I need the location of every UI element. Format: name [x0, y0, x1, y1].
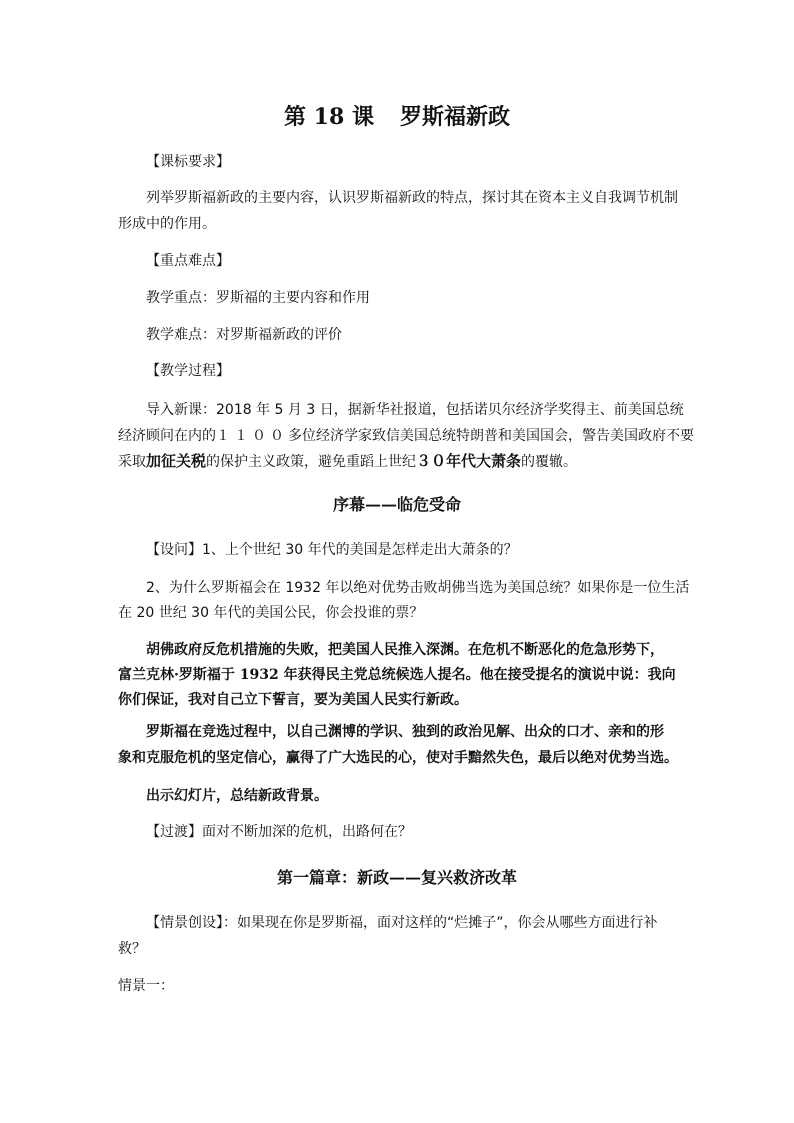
lesson-number: 第 18 课	[284, 104, 374, 130]
question-2-line1: 2、为什么罗斯福会在 1932 年以绝对优势击败胡佛当选为美国总统？如果你是一位生活	[146, 580, 690, 596]
intro-text: 采取	[118, 454, 146, 470]
question-2-line2: 在 20 世纪 30 年代的美国公民，你会投谁的票？	[118, 605, 424, 621]
scenario-line1: 【情景创设】：如果现在你是罗斯福，面对这样的“烂摊子”，你会从哪些方面进行补	[146, 915, 658, 931]
section-heading-prologue: 序幕——临危受命	[332, 495, 461, 514]
section-heading-chapter1: 第一篇章：新政——复兴救济改革	[276, 868, 517, 887]
intro-text: 的覆辙。	[521, 454, 578, 470]
paragraph-hoover-line1: 胡佛政府反危机措施的失败，把美国人民推入深渊。在危机不断恶化的危急形势下，	[146, 642, 664, 658]
teaching-difficulty: 教学难点：对罗斯福新政的评价	[146, 327, 342, 343]
intro-line2	[118, 426, 694, 446]
paragraph-hoover-line3: 你们保证，我对自己立下誓言，要为美国人民实行新政。	[118, 692, 468, 708]
intro-text: 经济顾问在内的	[118, 428, 216, 444]
paragraph-election-line2: 象和克服危机的坚定信心，赢得了广大选民的心，使对手黯然失色，最后以绝对优势当选。	[118, 750, 678, 766]
emphasis-tariff: 加征关税	[146, 452, 207, 470]
curriculum-text-line2: 形成中的作用。	[118, 216, 216, 232]
paragraph-hoover-line2: 富兰克林·罗斯福于 1932 年获得民主党总统候选人提名。他在接受提名的演说中说：我向	[118, 667, 676, 683]
key-points-label: 【重点难点】	[146, 253, 230, 269]
paragraph-election-line1: 罗斯福在竞选过程中，以自己渊博的学识、独到的政治见解、出众的口才、亲和的形	[146, 724, 664, 740]
slide-instruction: 出示幻灯片，总结新政背景。	[146, 788, 328, 804]
teaching-focus: 教学重点：罗斯福的主要内容和作用	[146, 290, 370, 306]
intro-line1: 导入新课：2018 年 5 月 3 日，据新华社报道，包括诺贝尔经济学奖得主、前美国总统	[146, 402, 684, 418]
curriculum-text-line1: 列举罗斯福新政的主要内容，认识罗斯福新政的特点，探讨其在资本主义自我调节机制	[146, 190, 678, 206]
transition-question: 【过渡】面对不断加深的危机，出路何在？	[146, 824, 412, 840]
emphasis-depression: 年代大萧条	[446, 452, 522, 470]
scenario-line2: 救？	[118, 941, 146, 957]
scene-one-label: 情景一：	[118, 978, 174, 994]
emphasis-number: ３０	[416, 452, 447, 470]
intro-line3	[118, 451, 577, 472]
intro-number: １１００	[216, 428, 288, 444]
curriculum-label: 【课标要求】	[146, 154, 230, 170]
question-1: 【设问】1、上个世纪 30 年代的美国是怎样走出大萧条的？	[146, 542, 518, 558]
page-title	[0, 102, 794, 132]
process-label: 【教学过程】	[146, 363, 230, 379]
intro-text: 多位经济学家致信美国总统特朗普和美国国会，警告美国政府不要	[288, 428, 694, 444]
intro-text: 的保护主义政策，避免重蹈上世纪	[206, 454, 417, 470]
lesson-name: 罗斯福新政	[399, 104, 510, 130]
